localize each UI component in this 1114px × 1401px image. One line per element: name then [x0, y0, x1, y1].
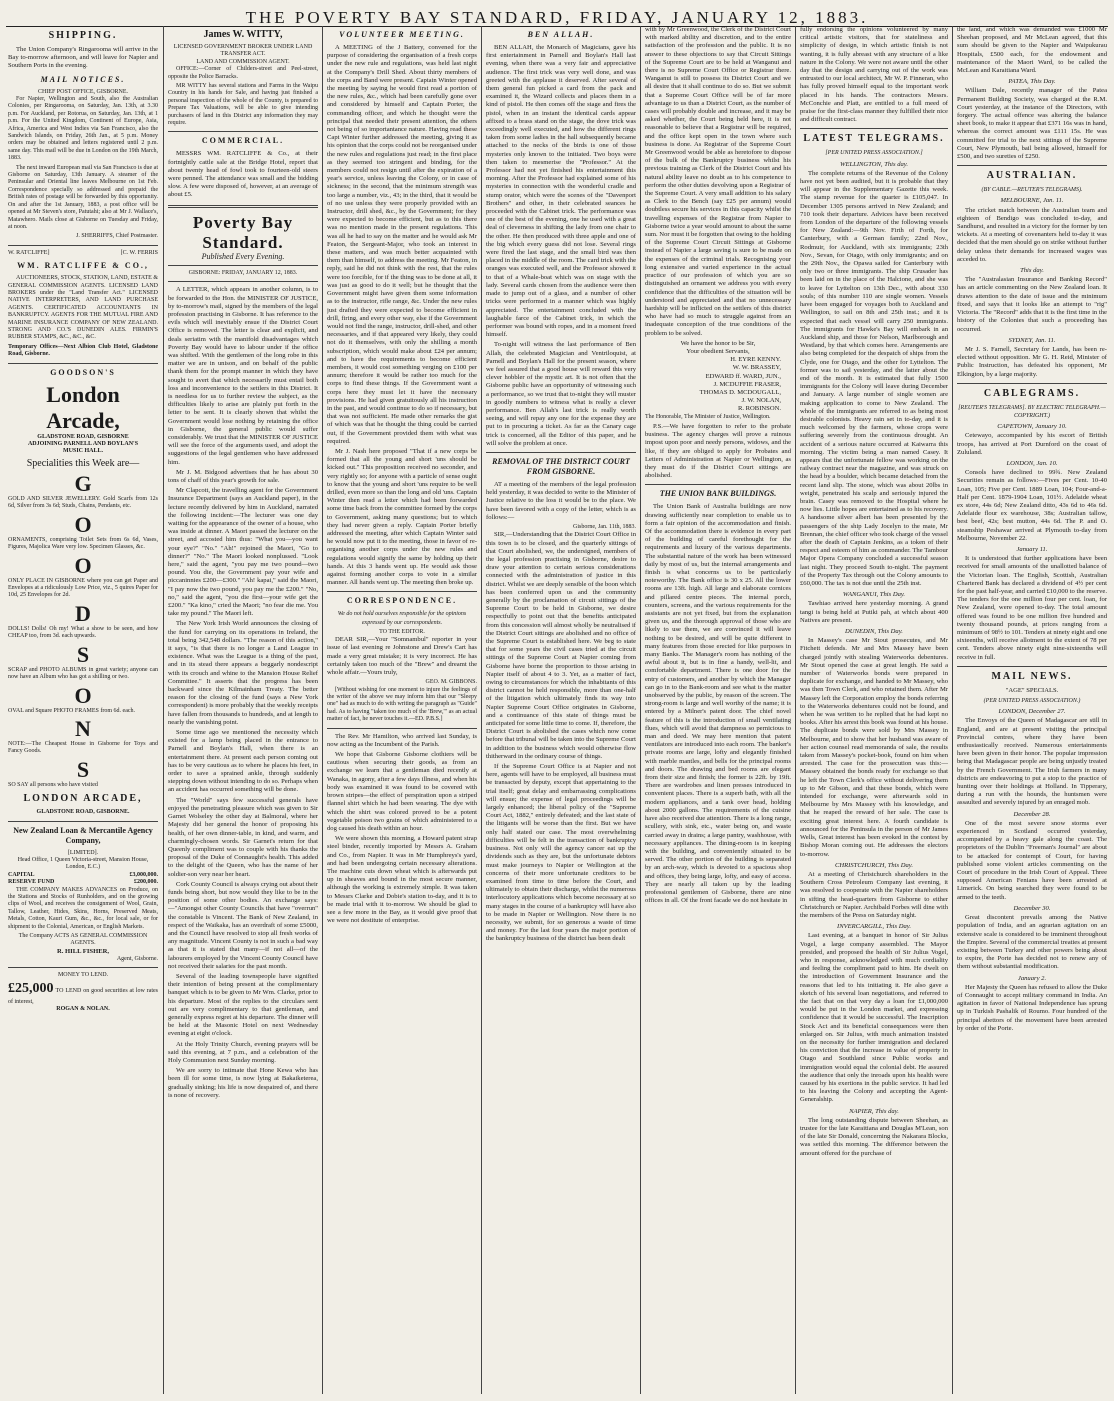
- arcade-footer: LONDON ARCADE,: [23, 793, 143, 805]
- leader-paragraph: Mr J. M. Bidgood advertises that he has about 30 tons of chaff of this year's growth for sale.: [168, 468, 318, 484]
- arcade-item-letter: O: [74, 682, 92, 708]
- published-line: Published Every Evening.: [201, 251, 285, 261]
- arcade-item-text: ORNAMENTS, comprising Toilet Sets from 6s 6d, Vases, Figures, Majolica Ware very low. Specimen Glasses, &c.: [8, 536, 158, 551]
- nz-loan-acts: The Company ACTS AS GENERAL COMMISSION AGENTS.: [18, 933, 148, 947]
- letter-addressee: The Honorable, The Minister of Justice, Wellington.: [645, 413, 771, 420]
- reserve-value: £200,000.: [134, 879, 158, 886]
- mail-signature: J. SHERRIFFS, Chief Postmaster.: [75, 233, 158, 240]
- arcade-footer-road: GLADSTONE ROAD, GISBORNE.: [36, 809, 130, 816]
- telegram-text: The complete returns of the Revenue of the Colony have not yet been audited, but it is probable that they will appear in the Supplementary Gazette this week. The stamp revenue for the quarter is £105,047. In December 1305 persons arrived in New Zealand; and 710 took their departure. Advices have been received from London of the departure of the following vessels for New Zealand:—9th Nov. Firth of Forth, for Canterbury, with a German family; 22nd Nov., Rodmuir, for Auckland, with six immigrants; 23th Nov., Sevan, for Otago, with only immigrants; and on the 29th Nov., the Opawa sailed for Canterbury with only two or three immigrants. The ship Crusader has been laid on in the place of the Halcione, and she was to leave for Lyttelton on 13th Dec., with about 330 souls; of this number 110 are single women. Vessels have been engaged for voyages both to Auckland and Wellington, to sail on 8th and 25th inst.; and it is expected that each vessel will carry 250 immigrants. The immigrants for Hawke's Bay will embark in an Auckland ship, and those for Nelson, Marlborough and Westland, by that which comes here. Arrangements are also being completed for the despatch of ships from the Clyde, one for Otago, and the other for Lyttelton. The former was to sail yesterday, and the latter about the end of the month. It is estimated that fully 1500 immigrants for the Colony will leave during December and January. A large number of single women are making application to come to New Zealand. The whole of the immigrants are referred to as being most desirable colonists. Heavy rain set in to-day, and it is much welcomed by the farmers, whose crops were suffering severely from the continuous drought. An accident of a serious nature occurred at Kaiwarra this morning. The victim being a man named Casey. It appears that the unfortunate fellow was working on the railway contract near the magazine, and was struck on the head by a boulder, which became detached from the recent land slip. The stone, which was about 20lbs in weight, penetrated his scalp and seriously injured the brain. Casey was removed to the Hospital where he now lies. Little hopes are entertained as to his recovery. A handsome silver albert has been presented by the passengers of the ship Lady Jocelyn to the mate, Mr Brennan, the chief officer who took charge of the vessel after the death of Captain Jenkins, as a token of their respect and esteem of him as commander. The Tambour Major Opera Company concluded a successful season last night. They proceed South to-night. The payment of the Property Tax through out the Colony amounts to £60,000. The tax is not due until the 25th inst.: [800, 169, 948, 587]
- signatory: J. MCDUFFIE FRASER,: [713, 380, 781, 388]
- telegram-text: Consols have declined to 99¾. New Zealand Securities remain as follows:—Fives per Cent. 10-40 Loan, 105; Five per Cent. 1889 Loan, 104; Four-and-a-Half per Cent. 1879-1904 Loan, 101½. Adelaide wheat ex store, 44s 6d; New Zealand ditto, 43s 6d to 46s 6d. Adelaide flour ex warehouse, 38s; Australian tallow, best beef, 42s; best mutton, 44s 6d. The P. and O. steamship Peshawar arrived at Plymouth to-day from Melbourne, November 22.: [957, 469, 1107, 542]
- divider: [168, 131, 318, 132]
- column-6: [800, 26, 948, 1394]
- telegram-dateline: INVERCARGILL, This Day.: [837, 923, 911, 931]
- nz-loan-text: THE COMPANY MAKES ADVANCES on Produce, on the Stations and Stocks of Runholders, and on the growing clips of Wool, and receives the consignment of Wool, Grain, Tallow, Leather, Hides, Skins, Horns, Preserved Meats, Metals, Cotton, Kauri Gum, &c., &c., for local sale, or for shipment to the Colonial, American, or English Markets.: [8, 886, 158, 930]
- divider: [645, 484, 791, 485]
- witty-text: MR WITTY has several stations and Farms in the Waipu Country in his hands for Sale, and having just finished a personal inspection of the whole of the County, is prepared to Prepare Tax Valuations, will be able to give intending purchasers of land in this District any information they may require.: [168, 83, 318, 127]
- arcade-item: [8, 472, 158, 511]
- volunteer-text: A MEETING of the J Battery, convened for the purpose of considering the organisation of a fresh corps under the new rule and regulations, was held last night at the Company's Drill Shed. About thirty members of the corps and Band were present. Captain Winter opened the meeting by saying he would first read a portion of the new rules, &c., which had been carefully gone over and considered by himself and Captain Porter, the commanding officer, and which he thought were the principal that needed their present attention, the others not being of so importantance nature. Having read these Capt Winter further addressed the meeting, giving it as his opinion that the corps could not be reorganised under the new rules and regulations just read; in the first place as they seemed too stringent and binding, for the members could not resign until after the expiration of a year's service, unless leaving the Colony, or in case of sickness; in the second, that the minimum strength was too large a number, viz., 43; in the third, that it would be of no use unless they were properly provided with an Instructor, drill shed, &c., by the Government; for they were expected to become efficient, but as to this there was no mention made in the present regulations. This was all he had to say on the matter and he would ask Mr Featon, the Sergeant-Major, who took an interest in these matters, and was much better acquainted with them than himself, to address the meeting. Mr Featon, in reply, said he did not think with the rest, that the rules were too forcible, for if the thing was to be done at all, it was just as good to do it well; but he thought that the Government might have given them some information as to the instructor, rifle range, &c. Under the new rules just drafted they were expected to become efficient in drill, firing, and every other way, else if the Government would not find the range, instructor, drill-shed, and other necessaries, and if that appeared very likely, they could not do it themselves, with only the shilling a month subscription, which would make about £24 per annum; and to have the requirements to become efficient members, it would cost something verging on £100 per annum; therefore it would be rather too much for the corps to find these things. If the Government want a corps here they must let it have the necessary provisions. He had given gratuitously all his instruction in the past, and would continue to do so if necessary, but that was not sufficient. He made other remarks the gist of which was that he thought the thing could be carried out, if the Government provided them with what was required.: [327, 44, 477, 445]
- masthead: THE POVERTY BAY STANDARD, FRIDAY, JANUARY 12, 1883.: [245, 8, 869, 27]
- telegram-text: The cricket match between the Australian team and eighteen of Bendigo was concluded to-day, and Sandhurst, and resulted in a victory for the former by ten wickets. At a meeting of covenanters held to-day it was decided that the men should go on strike without further delay unless their demands for increased wages was acceded to.: [957, 206, 1107, 263]
- column-3: [327, 26, 477, 1394]
- leader-paragraph: We are sorry to intimate that Hone Kewa who has been ill for some time, is now lying at Bakaiketerea, gradually sinking; his life is now despaired of, and there is none of recovery.: [168, 1067, 318, 1099]
- signatories-list: [645, 356, 791, 413]
- telegram-dateline: WANGANUI, This Day.: [842, 591, 906, 599]
- ratcliffe-left: W. RATCLIFFE]: [8, 249, 50, 256]
- divider: [800, 128, 948, 129]
- mail-news-heading: MAIL NEWS.: [991, 670, 1073, 682]
- money-heading: MONEY TO LEND.: [57, 972, 109, 979]
- removal-letter: SIR,—Understanding that the District Court Office in this town is to be closed, and the quarterly sittings of that Court abolished, we, the undersigned, members of the legal profession practising in Gisborne, desire to draw your attention to certain serious considerations connected with the administration of justice in this district. Whilst we are deeply sensible of the boon which has been conferred upon us and the community generally by the proclamation of circuit sittings of the Supreme Court to be held in Gisborne, we desire respectfully to point out that the benefits anticipated from this concession will almost wholly be neutralised if the District Court sittings are abolished and no office of the Supreme Court is established here. We beg to state that for some years the civil cases tried at the circuit sittings of the Supreme Court at Napier coming from Gisborne have borne the proportion to those arising in Napier itself of about 4 to 3. Yet, as a matter of fact, owing to circumstances for which the inhabitants of this district cannot be held responsible, more than one-half of the litigation which ultimately finds its way into Napier Supreme Court Office originates in Gisborne, and a continuance of this state of things must be anticipated for some little time to come. If, therefore, the District Court is abolished the cases which now come before that tribunal will be taken into the Supreme Court in addition to the business which would otherwise flow thitherward in the ordinary course of things.: [486, 531, 636, 760]
- nz-loan-office: Head Office, 1 Queen Victoria-street, Mansion House, London, E.C.): [17, 856, 149, 871]
- divider: [8, 363, 158, 364]
- reserve-row: [8, 879, 158, 886]
- signatory: EDWARD ff. WARD, JUN.,: [705, 372, 781, 380]
- telegram-text: William Dale, recently manager of the Patea Permanent Building Society, was charged at the R.M. Court yesterday, at the instance of the Directors, with forgery. The actual offence was altering the balance sheet book, to make it appear that £371 16s was in hand, whereas the correct amount was £111 15s. He was committed for trial to the next sittings of the Supreme Court, New Plymouth, bail being allowed, himself for £500, and two sureties of £250.: [957, 87, 1107, 161]
- removal-letter-2: If the Supreme Court Office is at Napier and not here, agents will have to be employed, all business must be transacted by deputy, except that appertaining to the trial itself; great delay and embarrassing complications will ensue; the expense of legal proceedings will be largely enhanced; the liberal policy of the "Supreme Court Act, 1882," entirely defeated; and the last state of the litigants will be worse than the first. But we have only half stated our case. The most overwhelming difficulties will be felt in the transaction of bankruptcy business. Not only will the agency cancer eat up the dividends such as they are, but the unfortunate debtors must make journeys to Napier or Wellington at the concerns of their more unfortunate creditors to be examined from time to time before the Court, and ultimately to obtain their discharge, whilst the numerous interlocutory applications which become necessary at so many stages in the course of a bankruptcy will have also to be made in Napier or Wellington. Now there is no necessity, we submit, for so generous a waste of time and money. For the last four years the major portion of the bankruptcy business of the district has been dealt: [486, 763, 636, 943]
- mail-news-sub-2: (PER UNITED PRESS ASSOCIATION.): [983, 698, 1081, 705]
- ben-allah-heading: BEN ALLAH.: [527, 30, 595, 39]
- arcade-item-text: SO SAY all persons who have visited: [8, 781, 98, 788]
- arcade-item-text: SCRAP and PHOTO ALBUMS in great variety; anyone can now have an Album who has got a shilling or two.: [8, 666, 158, 681]
- column-4: [486, 26, 636, 1394]
- telegram-dateline: January 11.: [1016, 545, 1048, 553]
- ratcliffe-text: AUCTIONEERS, STOCK, STATION, LAND, ESTATE & GENERAL COMMISSION AGENTS. LICENSED LAND BROKERS under the "Land Transfer Act." LICENSED NATIVE INTERPRETERS, AND LAND PURCHASE AGENTS. CERTIFICATED ACCOUNTANTS IN BANKRUPTCY. AGENTS FOR THE MUTUAL FIRE AND MARINE INSURANCE COMPANY OF NEW ZEALAND. STRONG AND CO.'S DUNEDIN ALES. FIRMIN'S RUBBER STAMPS, &C., &C., &C.: [8, 275, 158, 341]
- column-7: [957, 26, 1107, 1394]
- leader-paragraph: The New York Irish World announces the closing of the fund for carrying on its operations in Ireland, the total being 342,548 dollars. "The reason of this action," it says, "is that there is no longer a Land League in existence. What was the League is a thing of the past, and in its stead there appears a beggarly nondescript with its crouch and whine to the Mansion House Relief Committee." It asserts that the progress has been backward since the Kilmainham Treaty. The better reason for the closing of the fund (says a New York correspondent) is more probably that the weekly receipts have fallen from thousands to hundreds, and at length to nearly the vanishing point.: [168, 620, 318, 726]
- australian-sub: (BY CABLE.—REUTER'S TELEGRAMS).: [981, 187, 1083, 194]
- union-bank-text: The Union Bank of Australia buildings are now drawing sufficiently near completion to enable us to form a fair opinion of the accommodation and finish. Of the accommodation there is evidence in every part of the building of careful forethought for the requirements and luxury of the various departments. The substantial nature of the work has been witnessed daily by most of us, but the internal arrangements and finish is what concerns us to be particularly noteworthy. The Bank office is 30 x 25. All the lower rooms are 13ft. high. All large and elaborate cornices and pillared centre pieces. The internal porch, counters, screens, and the various requirements for the assistants are not yet fixed, but from the explanation given us, and the thorough approval of those who are likely to use them, we are convinced it will leave nothing to be desired, and will be quite different in many features from those erected for like purposes in many Banks. The Manager's room has nothing of the awful about it, but is in fine a handy, well-lit, and comfortable department. There is one door for the entry of customers, and another by which the Manager can go in to the Bank-room and see what is the matter unobserved by the public, by reason of the screen. The strong-room is large and well worthy of the name; it is entered by a Milner's patent door. The chief novel feature of this is the introduction of small ventilating flues, which will avoid that dampness so pernicious to man and deed. We may here mention that patent ventilators are introduced into each room. The banker's private rooms are large, lofty and elegantly finished with marble mantles, and bells for the principal rooms and doors. The drawing and bed rooms are elegant from their size and finish; the former is 22ft. by 19ft. There are wardrobes and linen presses introduced in convenient places. There is a superb bath, with all the modern appliances, and a tank over head, holding about 2000 gallons. The requirements of the cuisine have also received due attention. There is a long range, scullery, with sink, etc., water being on, and waste carried away in drains; a large pantry, washhouse, with necessary appliances. The dining-room is in keeping with the building, and conveniently situated to be served. The other portion of the building is separated by an arch-way, which is devoted to a spacious shop and offices, they being large, lofty, and easy of access. They are nearly all taken up by the leading professional gentlemen of Gisborne, there are nine offices in all. Of the front facade we do not hesitate in: [645, 503, 791, 905]
- leader-paragraph: Mr Clapcott, the travelling agent for the Government Insurance Department (says an Auckland paper), in the lecture recently delivered by him in Auckland, narrated the following incident:—The lecturer was one day waiting for the appearance of the owner of a house, who was inside at dinner. A Maori passed the lecturer on the street, and accosted him thus: "What you—you want your eye?" "No." "Ah!" rejoined the Maori, "Go to dinner?" "No." The Maori looked nonplussed. "Look here," said the agent, "you pay me two pound—two pound. You die, the Government pay your wife and piccaninnies £200—£300." "Ah! kapai," said the Maori, "I pay now the two pound, you pay me the £200." "No, no," said the agent, "you die first—your wife get the £200." "Ka kino," cried the Maori; "no fear die me. You take my pound." The Maori left.: [168, 487, 318, 618]
- arcade-road: GLADSTONE ROAD, GISBORNE: [37, 433, 129, 440]
- divider: [327, 591, 477, 592]
- witty-sub-2: LAND AND COMMISSION AGENT.: [196, 58, 290, 65]
- arcade-item: [8, 513, 158, 552]
- arcade-item: [8, 554, 158, 600]
- ben-allah-text-2: To-night will witness the last performance of Ben Allah, the celebrated Magician and Ventriloquist, at Parnell and Boylan's Hall for the present season, where we feel assured that a good house will reward this very clever hobbler of the mystic art. It is not often that the Gisborne public have an opportunity of witnessing such a performance, so we trust that to-night they will muster in goodly numbers to witness what is really a clever performance. Ben Allah's last trick is really worth seeing, and will repay any one for the expense they are put to in procuring a ticket. As far as the Canary cage trick is concerned, all the Editor of this paper, and he will solve the problem at once.: [486, 341, 636, 447]
- volunteer-text-2: Mr J. Nash here proposed "That if a new corps be formed that all the young and short 'uns should be kicked out." This proposition received no seconder, and very rightly so; for anyone with a particle of sense ought to know that the young and short 'uns require to be well drilled, even more so than the long and old 'uns. Captain Winter then read a letter which had been forwarded some time back from the committee formed by the corps to Government, asking many questions; but to which they had never given a reply. Captain Porter briefly addressed the meeting, after which Captain Winter said he would now put it to the meeting, those in favor of re-organising another corps under the new rules and regulations would signify the same by holding up their hands. At this 3 hands went up. He would ask those against forming another corps to vote in a similar manner. All hands went up. The meeting then broke up.: [327, 447, 477, 587]
- cablegrams-sub: [REUTER'S TELEGRAMS]. BY ELECTRIC TELEGRAPH.—COPYRIGHT.): [958, 404, 1106, 419]
- telegram-dateline: PATEA, This Day.: [1008, 78, 1056, 86]
- nz-loan-limited: [LIMITED].: [67, 849, 99, 856]
- divider: [8, 821, 158, 822]
- mail-news-sub: "AGE" SPECIALS.: [1005, 686, 1059, 694]
- divider: [168, 265, 318, 266]
- cablegrams-heading: CABLEGRAMS.: [983, 387, 1081, 399]
- telegram-dateline: December 28.: [1013, 810, 1051, 818]
- telegram-dateline: CAPETOWN, January 10.: [997, 423, 1067, 431]
- arcade-item-letter: S: [76, 641, 90, 667]
- arcade-item-letter: O: [74, 511, 92, 537]
- column-rule: [322, 26, 323, 1394]
- witty-sub: LICENSED GOVERNMENT BROKER UNDER LAND TRANSFER ACT.: [173, 44, 313, 58]
- telegram-text: The "Australasian Insurance and Banking Record" has an article commenting on the New Zealand loan. It draws attention to the date of issue and the minimum fixed, and says that it looks like an attempt to "rig" Victoria. The "Record" adds that it is the first time in the history of the Colonies that such a proceeding has occurred.: [957, 276, 1107, 333]
- telegram-text: Great discontent prevails among the Native population of India, and an agrarian agitation on an extensive scale is considered to be imminent throughout the Empire. Several of the commercial treaties at present existing between Turkey and other powers being about to expire, the Porte has decided not to renew any of them without substantial modification.: [957, 914, 1107, 971]
- to-the-editor: TO THE EDITOR.: [379, 628, 425, 635]
- dateline: GISBORNE: FRIDAY, JANUARY 12, 1883.: [188, 269, 298, 276]
- news-paragraph: We were shown this morning, a Howard patent strap steel binder, recently imported by Messrs A. Graham and Co., from Napier. It was in Mr Humphreys's yard, and had been undergoing certain necessary alterations. The machine cuts down wheat which is afterwards put up in sheaves and bound in the most secure manner, although the working is extremely simple. It was taken to Messrs Clarke and Dobie's station to-day, and it is to be made trial with it to-morrow. We should be glad to see a few more in the Bay, as it would give proof that we were not destitute of enterprise.: [327, 835, 477, 925]
- money-amount: £25,000: [8, 980, 54, 996]
- money-text: TO LEND on good securities at low rates of interest,: [8, 987, 158, 1005]
- capital-value: £3,000,000.: [129, 871, 158, 878]
- arcade-item: [8, 684, 158, 715]
- column-rule: [795, 26, 796, 1394]
- signatory: H. EYRE KENNY.: [730, 356, 781, 364]
- telegram-text: At a meeting of Christchurch shareholders in the Southern Cross Petroleum Company last evening, it was resolved to cooperate with the Napier shareholders in sifting the head-quarters from Gisborne to either Christchurch or Napier. Archibald Forbes will dine with the members of the Press on Saturday night.: [800, 870, 948, 919]
- leader-paragraph: Cork County Council is always crying out about their funds being short, but now would they like to be in the position of some other bodies. An exchange says:—"Amongst other County Councils that have "overrun" the constable is Vincent. The Bank of New Zealand, in respect of the Waikaka, has an overdraft of some £5000, and the Council have resolved to stop all fresh works of any magnitude. Vincent County is not in such a bad way as that it is stated that many—if not all—of the labourers employed by the Vincent County Council have not received their salaries for the past month.: [168, 880, 318, 970]
- correspondence-signature: GEO. M. GIBBONS.: [425, 679, 477, 686]
- arcade-item: [8, 643, 158, 682]
- nz-loan-title: New Zealand Loan & Mercantile Agency Company,: [13, 825, 153, 845]
- union-bank-heading: THE UNION BANK BUILDINGS.: [659, 489, 777, 499]
- telegram-dateline: WELLINGTON, This day.: [839, 160, 909, 168]
- letter-servants: Your obedient Servants,: [686, 347, 750, 355]
- telegram-dateline: CHRISTCHURCH, This Day.: [834, 861, 914, 869]
- leader-paragraph: Several of the leading townspeople have signified their intention of being present at the complimentary banquet which is to be given to Mr Wm. Clarke, prior to his departure. Most of the replies to the circulars sent out are very complimentary to that gentleman, and generally express regret at his departure. The dinner will be held at the Masonic Hotel on next Wednesday evening at eight o'clock.: [168, 972, 318, 1038]
- divider: [957, 383, 1107, 384]
- arcade-item-text: ONLY PLACE IN GISBORNE where you can get Paper and Envelopes at a ridiculously Low Price, viz., 5 quires Paper for 10d, 25 Envelopes for 2d.: [8, 577, 158, 599]
- arcade-item-text: GOLD AND SILVER JEWELLERY. Gold Scarfs from 12s 6d, Silver from 3s 6d; Studs, Chains, Pendants, etc.: [8, 496, 158, 510]
- column-5: [645, 26, 791, 1394]
- news-paragraph: The Rev. Mr Hamilton, who arrived last Sunday, is now acting as the Incumbent of the Parish.: [327, 732, 477, 748]
- correspondence-letter: DEAR SIR,—Your "Somnambul" reporter in your issue of last evening re Johnstone and Drew's Cart has made a very great mistake; it is very incorrect. He has certainly taken too much of the "Brew" and dreamt the whole affair.—Yours truly,: [327, 636, 477, 677]
- ratcliffe-right: [C. W. FERRIS: [120, 249, 158, 256]
- money-row: [8, 980, 158, 1006]
- telegram-dateline: LONDON, December 27.: [998, 708, 1066, 716]
- telegram-dateline: January 2.: [1017, 974, 1047, 982]
- shipping-text: The Union Company's Ringarooma will arrive in the Bay to-morrow afternoon, and will leave for Napier and Southern Ports in the evening.: [8, 46, 158, 70]
- leader-paragraph: The "World" says few successful generals have enjoyed the penetrating pleasure which was given to Sir Garnet Wolseley the other day at Balmoral, where her Majesty did her general the honor of proposing his health, of her own dinner-table, in kind, and warm, and charmingly-chosen words. Sir Garnet's return for that Queenly compliment was to couple with his thanks the proposal of the Duke of Connaught's health. This added to the delight of the Queen, who has the name of her soldier-son very near her heart.: [168, 796, 318, 878]
- signatory: R. ROBINSON.: [737, 405, 781, 413]
- editor-note: [Without wishing for one moment to injure the feelings of the writer of the above we may inform him that our "Sleepy one" had as much to do with writing the paragraph as "Guide" had. As to having "taken too much of the 'Brew,'" as an actual matter of fact, he never touches it.—ED. P.B.S.]: [327, 686, 477, 723]
- telegram-dateline: DUNEDIN, This Day.: [845, 628, 903, 636]
- london-arcade-title: London Arcade,: [46, 381, 120, 433]
- letter-ps: P.S.—We have forgotten to refer to the probate business. The agency charges will prove a ruinous impost upon poor and needy persons, widows, and the like, if they are obliged to apply for Probates and Letters of Administration at Napier or Wellington, as they must do if the District Court sittings are abolished.: [645, 422, 791, 480]
- telegram-text: One of the most severe snow storms ever experienced in Scotland occurred yesterday, accompanied by a heavy gale along the coast. The proprietors of the Dublin "Freeman's Journal" are about to be attacked for contempt of Court, for having published some violent articles commenting on the Court of procedure in the Irish Court of Appeal. Three supposed American Fenians have been arrested at Limerick. On being searched they were found to be armed to the teeth.: [957, 819, 1107, 901]
- removal-text: AT a meeting of the members of the legal profession held yesterday, it was decided to write to the Minister of Justice relative to the loss it would be to the place. We have been favored with a copy of the letter, which is as follows:—: [486, 480, 636, 521]
- arcade-hall: MUSIC HALL.: [62, 448, 103, 455]
- leader-paragraph: At the Holy Trinity Church, evening prayers will be said this evening, at 7 p.m., and a celebration of the Holy Communion next Sunday morning.: [168, 1040, 318, 1064]
- column-rule: [163, 26, 164, 1394]
- telegram-text: Her Majesty the Queen has refused to allow the Duke of Connaught to accept military command in India. An agitation in favor of National Independence has sprung up in Turkish Pashalik of Roumo. Four hundred of the principal abettors of the movement have been arrested by order of the Porte.: [957, 983, 1107, 1032]
- telegram-text: Tawhiao arrived here yesterday morning. A grand tangi is being held at Putiki pah, at which about 400 Natives are present.: [800, 600, 948, 624]
- witty-office: OFFICE:—Corner of Childers-street and Peel-street, opposite the Police Barracks.: [168, 66, 318, 80]
- telegram-dateline: LONDON, Jan. 10.: [1006, 459, 1058, 467]
- column-rule: [640, 26, 641, 1394]
- mail-text-2: The next inward European mail via San Francisco is due at Gisborne on Saturday, 13th January. A steamer of the Peninsular and Oriental line leaves Melbourne on 1st Feb. Correspondence specially so addressed and prepaid the British rates of postage will be forwarded by this opportunity. On and after the 1st January, 1883, a post office will be opened at Mr Steven's store, Patutahi; also at Mr J. Wallace's, Matawhero. Mails close at Gisborne on Tuesday and Friday, at noon.: [8, 164, 158, 230]
- telegram-dateline: SYDNEY, Jan. 11.: [1008, 336, 1056, 344]
- commercial-heading: COMMERCIAL.: [201, 136, 285, 146]
- correspondence-note: We do not hold ourselves responsible for the opinions expressed by our correspondents.: [337, 611, 467, 626]
- divider: [8, 967, 158, 968]
- telegram-text: The Envoys of the Queen of Madagascar are still in England, and are at present visiting the principal Provincial centres, where they have been enthusiastically received. Numerous entertainments have been given in their honor. The popular impression being that Madagascar people are being unjustly treated by the French Government. The Irish farmers in many districts are endeavoring to put a stop to the practice of hunting over their holdings at Holland. In Tipperary, during a run with the hounds, the huntsmen were assaulted and severely injured by an enraged mob.: [957, 717, 1107, 807]
- removal-date: Gisborne, Jan. 11th, 1883.: [573, 523, 636, 530]
- arcade-item-text: NOTE:—The Cheapest House in Gisborne for Toys and Fancy Goods.: [8, 740, 158, 755]
- removal-heading: REMOVAL OF THE DISTRICT COURT FROM GISBORNE.: [492, 456, 630, 476]
- arcade-item-letter: D: [75, 600, 91, 626]
- capital-label: CAPITAL: [8, 871, 35, 878]
- ratcliffe-office: Temporary Offices—Next Albion Club Hotel, Gladstone Road, Gisborne.: [8, 343, 158, 358]
- letter-closing: We have the honor to be Sir,: [680, 339, 756, 347]
- arcade-adjoining: ADJOINING PARNELL AND BOYLAN'S: [27, 441, 139, 448]
- telegram-text: Mr J. S. Farnell, Secretary for Lands, has been re-elected without opposition. Mr G. H. Reid, Minister of Public Instruction, has defeated his opponent, Mr Elkington, by a large majority.: [957, 345, 1107, 378]
- telegram-text: It is understood that further applications have been received for small amounts of the unallotted balance of the Victorian loan. The English, Scottish, Australian Chartered Bank has declared a dividend of 4½ per cent for the past half-year, and carried £10,000 to the reserve. The tenders for the one million four per cent. loan, for New Zealand, were opened to-day. The total amount offered was found to be one million five hundred and twenty thousand pounds, at prices ranging from a minimum of 98½ to 101. Tenders at ninety eight and one sixteenths, will receive allotment to the extent of 78 per cent. Tenders above ninety eight nine-sixteenths will receive in full.: [957, 555, 1107, 661]
- napier-continuation: the land, and which was demanded was £1000 Mr Sheehan proposed, and Mr McLean agreed, that this sum should be given to the Napier and Waipukurau Hospitals, £500 each, for the endowment and maintenance of the Maori Ward, to be called the McLean and Karaitiana Ward.: [957, 26, 1107, 75]
- ben-allah-text: BEN ALLAH, the Monarch of Magicians, gave his first entertainment in Parnell and Boylan's Hall last evening, when there was a very fair and appreciative audience. The first trick was very well done, and was greeted with the applause it deserved. After several of them general fun picked a card from the pack and examined it, the Wizard collects and places them in a kind of pistol. He then comes off the stage and fires the pistol, when in an instant the identical cards appear affixed to a brass stand on the stage, the dove trick was exceedingly well executed, and how the different rings taken from some ladies in the hall subsequently became attached to the necks of the birds is one of those mysteries only known to the initiated. Two boys were then taken to mesmerise the "Professor." At the Professor had not yet finished his entertainment this morning. After the Professor had explained some of his mysteries in connection with the wonderful cradle and stump orator, which were the scenes of the "Davenport Brothers" and other, in their celebrated seances he proceeded with the Cabinet trick. The performance was one of the best of the evening, one he used with a great deal of cleverness in shifting the lady from one chair to the other. He then produced with three apple and one of the big which every guess did not lose. Several rings were fired the last stage, and the small bird was then placed in the middle of the room. The card trick with the oranges was executed well, and the Professor showed it to that of a Whale-boat which was on stage with the lady. Several cards chosen from the audience were then made to jump out of a glass, and a number of other tricks were performed in a manner which was highly appreciated. The entertainment concluded with the laughable farce of the Cabinet trick, in which the performer was bound with ropes, and in a moment freed himself.: [486, 44, 636, 339]
- mail-notices-heading: MAIL NOTICES.: [40, 74, 126, 84]
- arcade-item-text: DOLLS! Dolls! Oh my! What a show to be seen, and how CHEAP too, from 3d. each upwards.: [8, 625, 158, 640]
- australian-heading: AUSTRALIAN.: [986, 170, 1078, 182]
- column-rule: [952, 26, 953, 1394]
- leader-paragraph: Some time ago we mentioned the necessity which existed for a lamp being placed in the entrance to Parnell and Boylan's Hall, when there is an entertainment there. At present each person coming out has to be very cautious as to where he places his feet, in order to save a sprained ankle, through suddenly stepping down without intending to do so. Perhaps when an accident has occurred something will be done.: [168, 729, 318, 794]
- telegram-text: Cetewayo, accompanied by his escort of British troops, has arrived at Port Durnford on the coast of Zululand.: [957, 432, 1107, 456]
- capital-row: [8, 872, 158, 879]
- leader-paragraph: A LETTER, which appears in another column, is to be forwarded to the Hon. the MINISTER OF JUSTICE, by to-morrow's mail, signed by the members of the legal profession practising in Gisborne. It has reference to the evils which will inevitably ensue if the District Court Office is removed. The letter is clear and explicit, and deals seriatim with the manifold disadvantages which Poverty Bay would have to labour under if the office was shifted. With the gentlemen of the long robe in this matter we are in unison, and on behalf of the public thank them for the prompt manner in which they have sought to avert that which necessarily must entail both loss and inconvenience to the settlers in this District. It is needless for us to further review the subject, as the difficulties likely to arise are plainly put forth in the letter to be sent. It is clearly shown that whilst the Government would lose nothing by retaining the office in Gisborne, the general public would suffer considerably. We trust that the MINISTER OF JUSTICE will see the force of the arguments used, and adopt the suggestions of the legal gentlemen who have addressed him.: [168, 286, 318, 466]
- arcade-item: [8, 602, 158, 641]
- divider: [8, 245, 158, 246]
- commercial-text: MESSRS WM. RATCLIFFE & Co., at their fortnightly cattle sale at the Bridge Hotel, report that about twenty head of fowl took to fourteen-old steers were penned. The attendance was small and the bidding slow. A few were disposed of, however, at an average of about £5.: [168, 150, 318, 199]
- volunteer-heading: VOLUNTEER MEETING.: [339, 30, 465, 39]
- money-signature: ROGAN & NOLAN.: [56, 1006, 110, 1013]
- arcade-item-letter: N: [75, 715, 91, 741]
- signatory: J. W. NOLAN,: [741, 397, 781, 405]
- telegram-dateline: December 30.: [1013, 904, 1051, 912]
- telegram-text: The long outstanding dispute between Sheehan, as trustee for the late Karaitiana and Douglas M'Lean, son of the late Sir Donald, concerning the Nakarara Blocks, was settled this morning. The difference between the amount offered for the purchase of: [800, 1116, 948, 1157]
- arcade-item: [8, 758, 158, 789]
- column-1: [8, 26, 158, 1394]
- ratcliffe-partners: [8, 250, 158, 257]
- shipping-heading: SHIPPING.: [48, 30, 118, 41]
- column-2: [168, 26, 318, 1394]
- divider: [327, 728, 477, 729]
- telegram-text: In Massey's case Mr Stout prosecutes, and Mr Fitchett defends. Mr and Mrs Massey have been charged jointly with stealing Waterworks debentures. Mr Stout opened the case at great length. He said a number of Waterworks bonds were prepared in duplicate for exchange, and handed to Mr Massey, who was then Town Clerk, and who retained them. After Mr Massey left the Corporation employ the bonds referring to the Waterworks debentures could not be found, and when he was written to he replied that he had kept no books. After his arrest this book was found at his house. The duplicate bonds were sold by Mrs Massey in Melbourne, and to show that her husband was aware of her action counsel read memoranda of sale, the results taken from Massey's pocket-book, found on him when arrested. The case for the prosecution was this:—Massey obtained the bonds ready for exchange so that he left the Town Clerk's office without delivering them up to Mr Gibson, and that these bonds, which were intended for exchange, were afterwards sold in Melbourne by Mrs Massey with his knowledge, and that he reaped the reward of her sale. The case is exciting great interest here. A fourth candidate is announced for the Peninsula in the person of Mr James Wells, Great interest has been evoked in the contest by Bishop Moran coming out. He addresses the electors to-morrow.: [800, 637, 948, 858]
- column-rule: [481, 26, 482, 1394]
- arcade-item-text: OVAL and Square PHOTO FRAMES from 6d. each.: [8, 707, 136, 714]
- mail-office: CHIEF POST OFFICE, GISBORNE.: [37, 88, 129, 95]
- mail-text: For Napier, Wellington and South, also the Australian Colonies, per Ringarooma, on Saturday, Jan. 13th, at 3.30 p.m. For Auckland, per Rotorua, on Saturday, Jan. 13th, at 1 p.m. For the United Kingdom, Continent of Europe, Asia, Africa, America and West Indies via San Francisco, also the Sandwich Islands, on Friday, 26th Jan., at 5 p.m. Money orders may be obtained and letters registered until 2 p.m. same day. This mail will be due in London on the 19th March, 1883.: [8, 96, 158, 162]
- arcade-items-list: [8, 472, 158, 789]
- latest-telegrams-sub: [PER UNITED PRESS ASSOCIATION.]: [825, 150, 923, 157]
- witty-title: James W. WITTY,: [203, 29, 283, 40]
- reserve-label: RESERVE FUND: [8, 879, 55, 886]
- telegram-dateline: MELBOURNE, Jan. 11.: [1000, 197, 1064, 205]
- union-bank-continuation: fully endorsing the opinions volunteered by many critical artistic visitors, that for stateliness and simplicity of design, in which artistic finish is not wanting, it is fully abreast with any structure of a like nature in the Colony. We were not aware until the other day that the design and carrying out of the work was entrusted to our local architect, Mr W. P. Finneran, who has fully proved himself equal to the important work placed in his hands. The contractors Messrs. McConchie and Platt, are entitled to a full meed of praise for the first-class manner they fulfilled their nice and difficult contract.: [800, 26, 948, 124]
- specialities-heading: Specialities this Week are—: [26, 457, 140, 469]
- nz-loan-agent: R. HILL FISHER,: [56, 947, 110, 955]
- telegram-dateline: This day.: [1020, 267, 1044, 275]
- letter-continuation: with by Mr Greenwood, the Clerk of the District Court with marked ability and discretion, and to the entire satisfaction of the profession and the public. It is no answer to these objections to say that Circuit Sittings of the Supreme Court are to be held at Wanganui and there is no Supreme Court Office or Registrar there. Wanganui is still to possess its District Court and we all desire that it shall continue to do so. But we submit that a Supreme Court Office will be of far more advantage to us than a District Court, as the number of cases will probably double and increase, and it may be asked whether, the Court being held here, it is not reasonable to believe that a Registrar will be required, and the office kept open in the town where such business is done. As Registrar of the Supreme Court Mr Greenwood would be able as heretofore to dispose of the bulk of the Bankruptcy business whilst his previous training as Clerk of the District Court and his natural ability leave no doubt as to his competence to perform the other duties devolving upon a Registrar of the Supreme Court. A very small addition to his salary as Clerk to the Bench (say £25 per annum) would doubtless secure his services in this capacity whilst the travelling expenses of the Registrar from Napier to Gisborne twice a year would amount to about the same sum. Nor must it be forgotten that owing to the holding of the Supreme Court Circuit Sittings at Gisborne instead of Napier a large saving is sure to be made on the expenses of the criminal trials. Recognising your long extensive and varied experience in the actual practice of our profession of which you are so distinguished an ornament we address you with every confidence that the difficulties of the situation will be understood and appreciated and that no unnecessary hardship will be inflicted on the settlers of this district who have had so much to struggle against from an inadequate conception of the true conditions of the problem to be solved.: [645, 26, 791, 337]
- nz-loan-agent-role: Agent, Gisborne.: [116, 956, 158, 963]
- divider: [168, 205, 318, 208]
- arcade-item: [8, 717, 158, 756]
- arcade-item-letter: S: [76, 756, 90, 782]
- correspondence-heading: CORRESPONDENCE.: [346, 596, 458, 606]
- arcade-item-letter: O: [74, 552, 92, 578]
- goodson-heading: GOODSON'S: [50, 367, 116, 377]
- news-paragraph: We hope that Gisborne Gisborne clothiers will be cautious when securing their goods, as from an exchange we learn that a gentleman died recently at Wanaka, in agony, after a few days illness, and when his body was examined it was found to be covered with brown stripes—the effect of perspiration upon a striped flannel shirt which he had been wearing. The dye with which the shirt was colored proved to be a potent vegetable poison two grains of which administered to a dog caused his death within an hour.: [327, 751, 477, 832]
- signatory: THOMAS D. MCDOUGALL,: [699, 388, 781, 396]
- divider: [168, 281, 318, 282]
- divider: [957, 666, 1107, 667]
- divider: [486, 452, 636, 453]
- telegram-text: Last evening, at a banquet in honor of Sir Julius Vogel, a large company assembled. The Mayor presided, and proposed the health of Sir Julius Vogel, who in response, acknowledged with much cordiality and feeling the compliment paid to him. He dwelt on the introduction of Government Insurance and the reasons that led to his initiating it. He also gave a sketch of his several loan negotiations, and referred to the fact that on that very day a loan for £1,000,000 would be put in the London market, and expressing confidence that it would be successful. The Inscription Stock Act and its beneficial consequences were then enlarged on. Sir Julius, with much animation insisted on the necessity for further immigration and declared his conviction that the increase in value of property in Otago and Southland since Public works and immigration would equal the colonial debt. He assured the audience that only the inroads upon his health were caused by his exertions in the public service. It had led to his leaving the Colony and accepting the Agent-Generalship.: [800, 932, 948, 1104]
- ratcliffe-title: WM. RATCLIFFE & CO.,: [17, 261, 149, 271]
- paper-title: Poverty Bay Standard.: [192, 212, 294, 252]
- telegram-dateline: NAPIER, This day.: [849, 1107, 899, 1115]
- latest-telegrams-heading: LATEST TELEGRAMS.: [803, 133, 945, 145]
- arcade-item-letter: G: [74, 471, 92, 497]
- signatory: W. W. BRASSEY,: [732, 364, 781, 372]
- divider: [957, 165, 1107, 166]
